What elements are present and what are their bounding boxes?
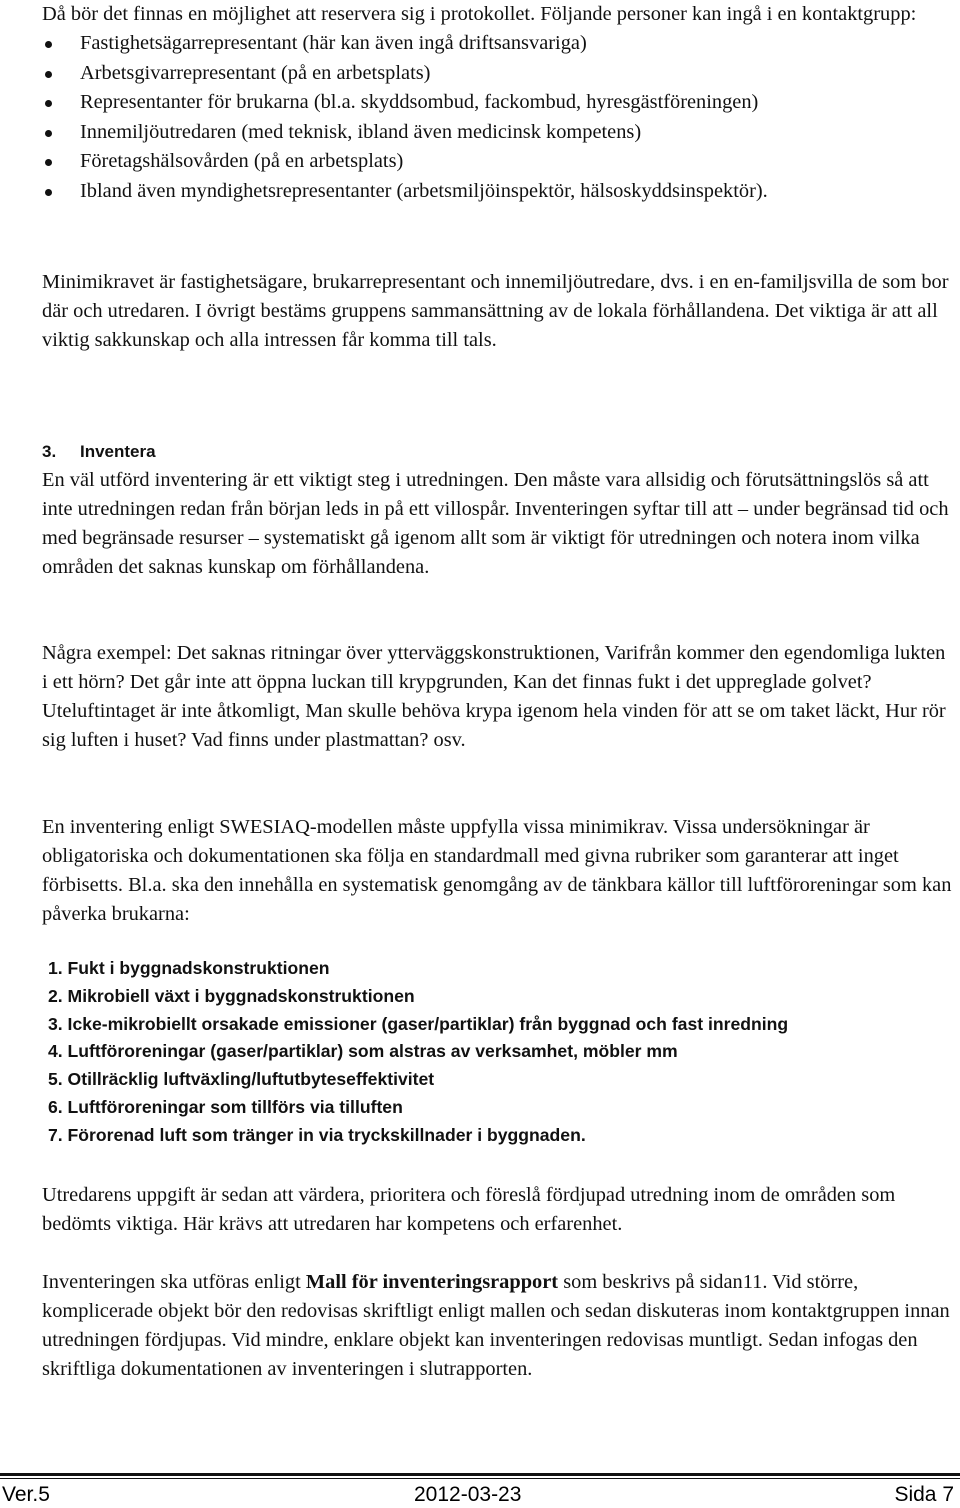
- bullet-icon: [45, 189, 52, 196]
- contact-group-list: [42, 29, 960, 206]
- examples-paragraph: Några exempel: Det saknas ritningar över ytterväggskonstruktionen, Varifrån kommer den egendomliga lukten i ett hörn? Det går inte att öppna luckan till krypgrunden, Kan det finnas fukt i det uppreglade golvet? Uteluftintaget är inte åtkomligt, Man skulle behöva krypa igenom hela vinden för att se om taket läckt, Hur rör sig luften i huset? Vad finns under plastmattan? osv.: [42, 642, 946, 751]
- footer-rule-thin: [0, 1478, 960, 1479]
- list-item: Innemiljöutredaren (med teknisk, ibland även medicinsk kompetens): [42, 118, 960, 148]
- swesiaq-paragraph: En inventering enligt SWESIAQ-modellen måste uppfylla vissa minimikrav. Vissa undersökningar är obligatoriska och dokumentationen ska följa en standardmall med givna rubriker som garanterar att inget förbisetts. Bl.a. ska den innehålla en systematisk genomgång av de tänkbara källor till luftföroreningar som kan påverka brukarna:: [42, 816, 952, 925]
- list-item: Ibland även myndighetsrepresentanter (arbetsmiljöinspektör, hälsoskyddsinspektör).: [42, 177, 960, 207]
- investigator-task-paragraph: Utredarens uppgift är sedan att värdera, prioritera och föreslå fördjupad utredning inom de områden som bedömts viktiga. Här krävs att utredaren har kompetens och erfarenhet.: [42, 1184, 896, 1235]
- bullet-icon: [45, 130, 52, 137]
- section-title: Inventera: [80, 442, 156, 461]
- template-name: Mall för inventeringsrapport: [305, 1271, 559, 1293]
- minimum-requirement-paragraph: Minimikravet är fastighetsägare, brukarrepresentant och innemiljöutredare, dvs. i en en-familjsvilla de som bor där och utredaren. I övrigt bestäms gruppens sammansättning av de lokala förhållandena. Det viktiga är att all viktig sakkunskap och alla intressen får komma till tals.: [42, 271, 949, 351]
- footer-rule: [0, 1473, 960, 1476]
- template-paragraph: Inventeringen ska utföras enligt Mall för inventeringsrapport som beskrivs på sidan11. Vid större, komplicerade objekt bör den redovisas skriftligt enligt mallen och sedan diskuteras inom kontaktgruppen innan utredningen fördjupas. Vid mindre, enklare objekt kan inventeringen redovisas muntligt. Sedan infogas den skriftliga dokumentationen av inventeringen i slutrapporten.: [42, 1271, 950, 1380]
- inventory-intro-paragraph: En väl utförd inventering är ett viktigt steg i utredningen. Den måste vara allsidig och förutsättningslös så att inte utredningen redan från början leds in på ett villospår. Inventeringen syftar till att – under begränsad tid och med begränsade resurser – systematiskt gå igenom allt som är viktigt för utredningen och notera inom vilka områden det saknas kunskap om förhållandena.: [42, 469, 949, 578]
- bullet-icon: [45, 159, 52, 166]
- intro-block: [42, 0, 960, 206]
- list-item: Företagshälsovården (på en arbetsplats): [42, 147, 960, 177]
- list-item: 5. Otillräcklig luftväxling/luftutbyteseffektivitet: [48, 1069, 435, 1090]
- bullet-icon: [45, 71, 52, 78]
- list-item: 2. Mikrobiell växt i byggnadskonstruktionen: [48, 985, 415, 1006]
- list-item: 1. Fukt i byggnadskonstruktionen: [48, 958, 330, 978]
- page-footer: [0, 1470, 960, 1507]
- list-item: 4. Luftföroreningar (gaser/partiklar) som alstras av verksamhet, möbler mm: [48, 1041, 678, 1062]
- list-item: Fastighetsägarrepresentant (här kan även ingå driftsansvariga): [42, 29, 960, 59]
- list-item: 7. Förorenad luft som tränger in via tryckskillnader i byggnaden.: [48, 1124, 586, 1145]
- list-item: 3. Icke-mikrobiellt orsakade emissioner (gaser/partiklar) från byggnad och fast inredning: [48, 1013, 789, 1034]
- section-number: 3.: [42, 442, 57, 461]
- bullet-icon: [45, 41, 52, 48]
- footer-date: 2012-03-23: [414, 1483, 522, 1506]
- footer-page-number: Sida 7: [894, 1483, 954, 1506]
- list-item: Arbetsgivarrepresentant (på en arbetsplats): [42, 59, 960, 89]
- bullet-icon: [45, 100, 52, 107]
- list-item: Representanter för brukarna (bl.a. skyddsombud, fackombud, hyresgästföreningen): [42, 88, 960, 118]
- pollution-sources-list: [42, 955, 960, 1150]
- footer-version: Ver.5: [2, 1483, 50, 1506]
- list-item: 6. Luftföroreningar som tillförs via tilluften: [48, 1096, 403, 1117]
- section-heading: [42, 441, 954, 463]
- intro-paragraph: Då bör det finnas en möjlighet att reservera sig i protokollet. Följande personer kan ingå i en kontaktgrupp:: [42, 3, 917, 25]
